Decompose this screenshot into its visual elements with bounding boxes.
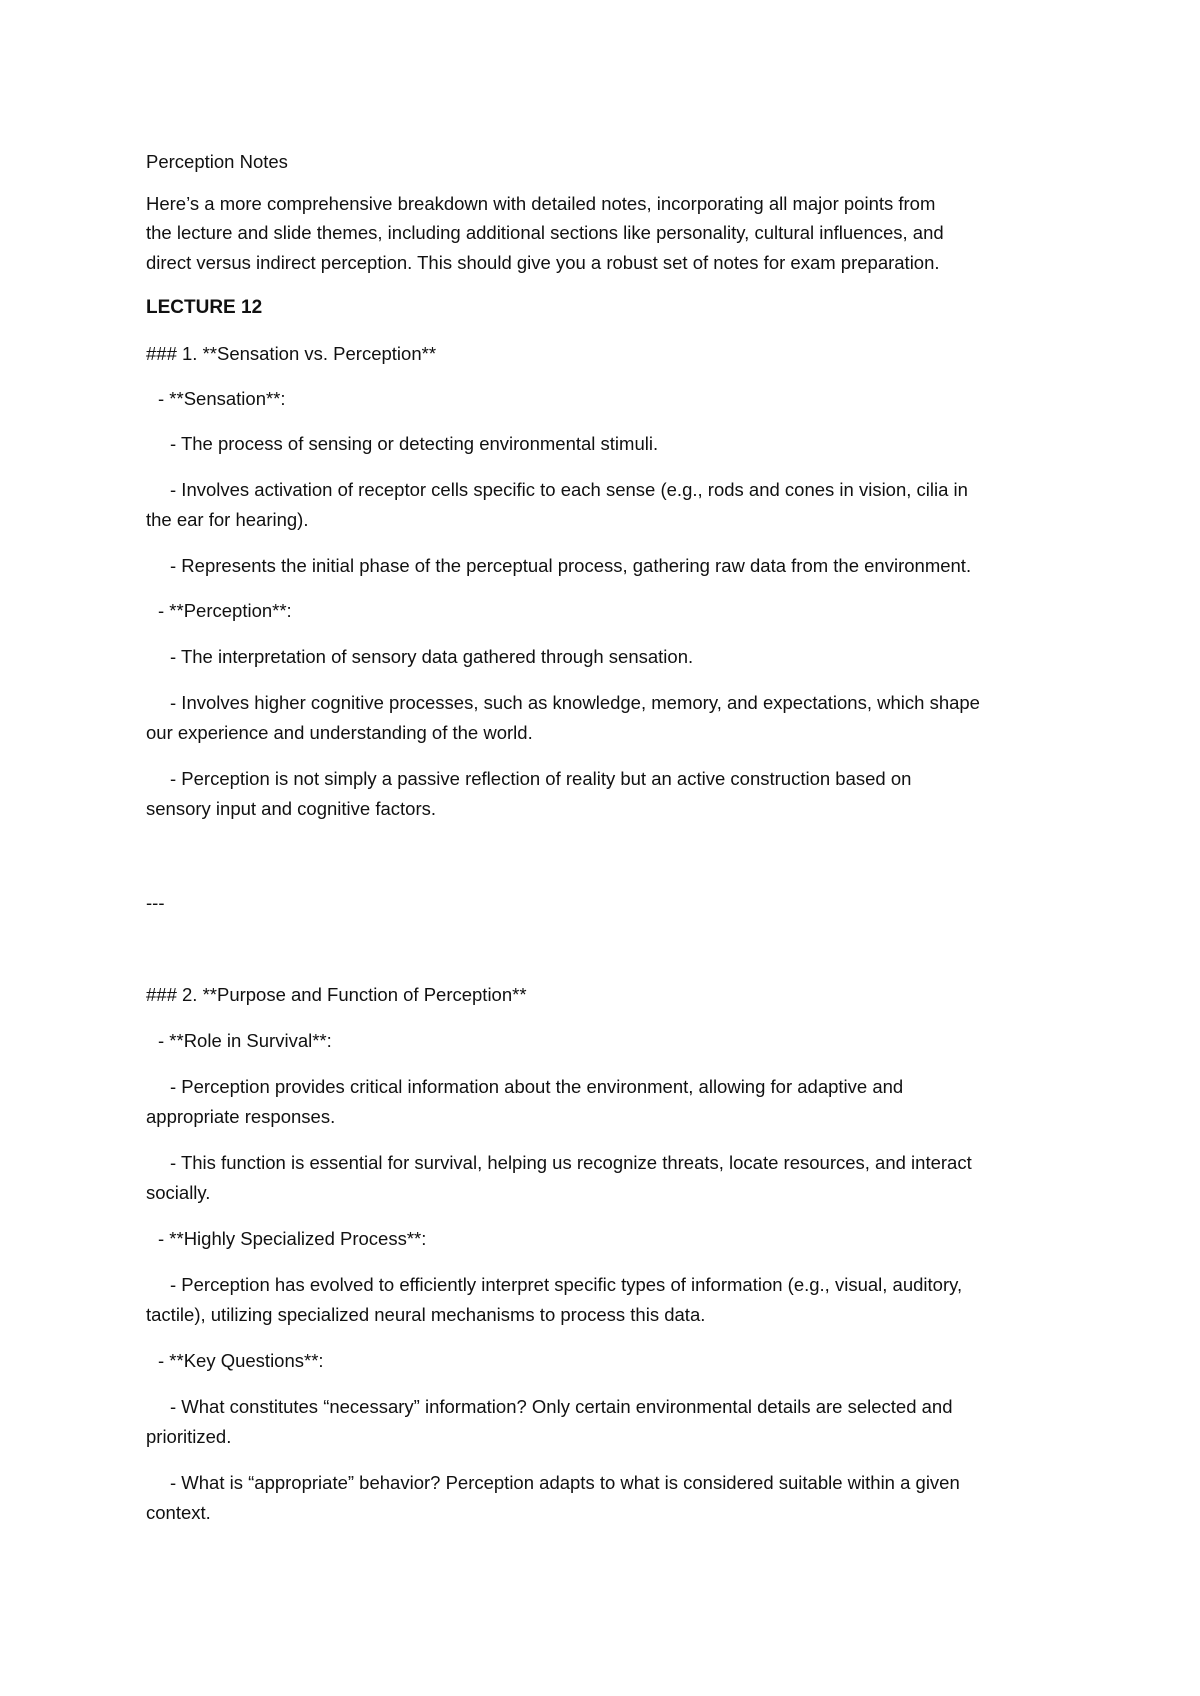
bullet-continuation: appropriate responses.	[146, 1106, 336, 1127]
lecture-heading: LECTURE 12	[146, 297, 263, 318]
section-heading: ### 2. **Purpose and Function of Perception**	[146, 984, 527, 1005]
bullet-point: - What constitutes “necessary” information? Only certain environmental details are selected and	[170, 1396, 953, 1417]
bullet-point: - The interpretation of sensory data gathered through sensation.	[170, 646, 694, 667]
bullet-point: - This function is essential for survival, helping us recognize threats, locate resources, and interact	[170, 1152, 972, 1173]
bullet-point: - Involves activation of receptor cells specific to each sense (e.g., rods and cones in vision, cilia in	[170, 479, 968, 500]
bullet-continuation: tactile), utilizing specialized neural mechanisms to process this data.	[146, 1304, 706, 1325]
bullet-point: - The process of sensing or detecting environmental stimuli.	[170, 433, 659, 454]
intro-line: Here’s a more comprehensive breakdown with detailed notes, incorporating all major points from	[146, 193, 936, 214]
bullet-label: - **Highly Specialized Process**:	[158, 1228, 427, 1249]
bullet-label: - **Key Questions**:	[158, 1350, 324, 1371]
bullet-continuation: sensory input and cognitive factors.	[146, 798, 436, 819]
intro-line: direct versus indirect perception. This should give you a robust set of notes for exam preparation.	[146, 252, 940, 273]
section-heading: ### 1. **Sensation vs. Perception**	[146, 343, 437, 364]
intro-line: the lecture and slide themes, including additional sections like personality, cultural influences, and	[146, 222, 944, 243]
bullet-point: - Perception has evolved to efficiently interpret specific types of information (e.g., visual, auditory,	[170, 1274, 963, 1295]
bullet-label: - **Role in Survival**:	[158, 1030, 332, 1051]
bullet-continuation: socially.	[146, 1182, 211, 1203]
bullet-point: - What is “appropriate” behavior? Perception adapts to what is considered suitable within a given	[170, 1472, 960, 1493]
bullet-point: - Perception is not simply a passive reflection of reality but an active construction based on	[170, 768, 912, 789]
bullet-continuation: prioritized.	[146, 1426, 232, 1447]
bullet-label: - **Perception**:	[158, 600, 292, 621]
bullet-label: - **Sensation**:	[158, 388, 286, 409]
bullet-continuation: context.	[146, 1502, 211, 1523]
bullet-continuation: our experience and understanding of the world.	[146, 722, 533, 743]
bullet-point: - Represents the initial phase of the perceptual process, gathering raw data from the environment.	[170, 555, 972, 576]
bullet-point: - Perception provides critical information about the environment, allowing for adaptive and	[170, 1076, 904, 1097]
bullet-continuation: the ear for hearing).	[146, 509, 309, 530]
divider: ---	[146, 892, 165, 913]
document-title: Perception Notes	[146, 151, 288, 172]
bullet-point: - Involves higher cognitive processes, such as knowledge, memory, and expectations, which shape	[170, 692, 980, 713]
